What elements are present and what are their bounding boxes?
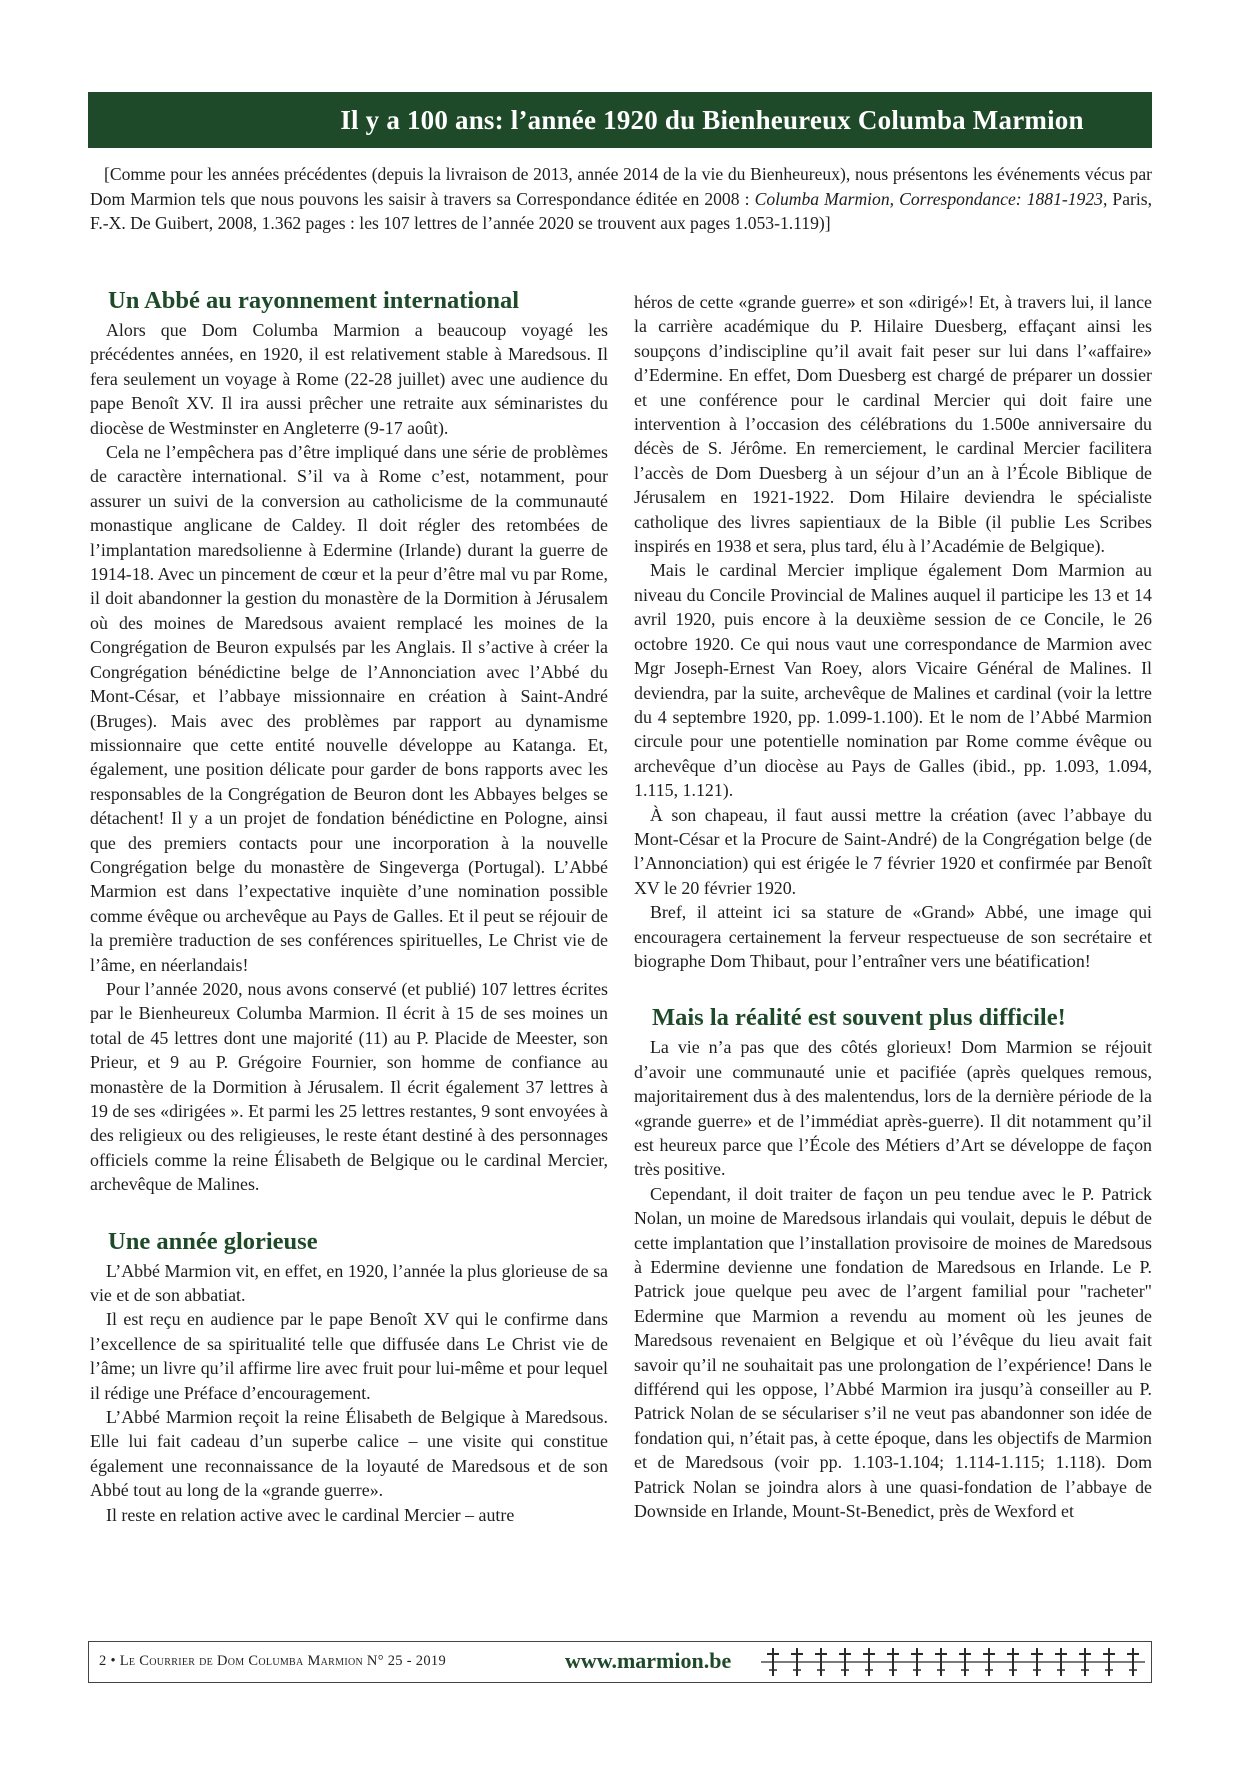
paragraph: Bref, il atteint ici sa stature de «Grand» Abbé, une image qui encouragera certainement la ferveur respectueuse de son secrétaire et biographe Dom Thibaut, pour l’entraîner vers une béatification! bbox=[634, 902, 1152, 971]
cross-border-ornament-icon bbox=[761, 1646, 1145, 1678]
footer-page-info: 2 • Le Courrier de Dom Columba Marmion N° 25 - 2019 bbox=[99, 1653, 446, 1669]
paragraph: Alors que Dom Columba Marmion a beaucoup voyagé les précédentes années, en 1920, il est relativement stable à Maredsous. Il fera seulement un voyage à Rome (22-28 juillet) avec une audience du pape Benoît XV. Il ira aussi prêcher une retraite aux séminaristes du diocèse de Westminster en Angleterre (9-17 août). bbox=[90, 320, 608, 438]
paragraph: Cela ne l’empêchera pas d’être impliqué dans une série de problèmes de caractère international. S’il va à Rome c’est, notamment, pour assurer un suivi de la conversion au catholicisme de la communauté monastique anglicane de Caldey. Il doit régler des retombées de l’implantation maredsolienne à Edermine (Irlande) durant la guerre de 1914-18. Avec un pincement de cœur et la peur d’être mal vu par Rome, il doit abandonner la gestion du monastère de la Dormition à Jérusalem où des moines de Maredsous avaient remplacé les moines de la Congrégation de Beuron expulsés par les Anglais. Il s’active à créer la Congrégation bénédictine belge de l’Annonciation avec l’Abbé du Mont-César, et l’abbaye missionnaire en création à Saint-André (Bruges). Mais avec des problèmes par rapport au dynamisme missionnaire que cette entité nouvelle développe au Katanga. Et, également, une position délicate pour garder de bons rapports avec les responsables de la Congrégation de Beuron dont les Abbayes belges se détachent! Il y a un projet de fondation bénédictine en Pologne, ainsi que des premiers contacts pour une incorporation à la nouvelle Congrégation belge du monastère de Singeverga (Portugal). L’Abbé Marmion est dans l’expectative inquiète d’une nomination possible comme évêque ou archevêque au Pays de Galles. Et il peut se réjouir de la première traduction de ses conférences spirituelles, Le Christ vie de l’âme, en néerlandais! bbox=[90, 442, 608, 975]
paragraph: L’Abbé Marmion vit, en effet, en 1920, l’année la plus glorieuse de sa vie et de son abbatiat. bbox=[90, 1260, 608, 1306]
website-link[interactable]: www.marmion.be bbox=[565, 1648, 732, 1673]
right-column bbox=[634, 290, 1152, 1524]
title-banner bbox=[88, 92, 1152, 148]
paragraph: Il est reçu en audience par le pape Benoît XV qui le confirme dans l’excellence de sa spiritualité telle que diffusée dans Le Christ vie de l’âme; un livre qu’il affirme lire avec fruit pour lui-même et pour lequel il rédige une Préface d’encouragement. bbox=[90, 1309, 608, 1403]
page-footer bbox=[88, 1641, 1152, 1683]
paragraph: héros de cette «grande guerre» et son «dirigé»! Et, à travers lui, il lance la carrière académique du P. Hilaire Duesberg, effaçant ainsi les soupçons d’indiscipline qu’il avait fait peser sur lui dans l’«affaire» d’Edermine. En effet, Dom Duesberg est chargé de préparer un dossier et une conférence pour le cardinal Mercier qui doit faire une intervention à l’occasion des célébrations du 1.500e anniversaire du décès de S. Jérôme. En remerciement, le cardinal Mercier facilitera l’accès de Dom Duesberg à un séjour d’un an à l’École Biblique de Jérusalem en 1921-1922. Dom Hilaire deviendra le spécialiste catholique des livres sapientiaux de la Bible (il publie Les Scribes inspirés en 1938 et sera, plus tard, élu à l’Académie de Belgique). bbox=[634, 292, 1152, 557]
left-column bbox=[90, 286, 608, 1527]
intro-paragraph bbox=[90, 162, 1152, 236]
paragraph: Pour l’année 2020, nous avons conservé (et publié) 107 lettres écrites par le Bienheureux Columba Marmion. Il écrit à 15 de ses moines un total de 45 lettres dont une majorité (11) au P. Placide de Meester, son Prieur, et 9 au P. Grégoire Fournier, son homme de confiance au monastère de la Dormition à Jérusalem. Il écrit également 37 lettres à 19 de ses «dirigées ». Et parmi les 25 lettres restantes, 9 sont envoyées à des religieux ou des religieuses, le reste étant destiné à des personnages officiels comme la reine Élisabeth de Belgique ou le cardinal Mercier, archevêque de Malines. bbox=[90, 978, 608, 1195]
intro-text-1: [Comme pour les années précédentes (depuis la livraison de 2013, année 2014 de la vie du Bienheureux), nous présentons les événements vécus par Dom Marmion tels que nous pouvons les saisir à travers sa Correspondance éditée en 2008 : bbox=[90, 164, 1152, 209]
intro-text-2: , Paris, F.-X. De Guibert, 2008, 1.362 pages : les 107 lettres de l’année 2020 se trouvent aux pages 1.053-1.119)] bbox=[90, 188, 1152, 234]
page-title: Il y a 100 ans: l’année 1920 du Bienheureux Columba Marmion bbox=[340, 104, 1084, 135]
section-heading-realite: Mais la réalité est souvent plus difficile! bbox=[652, 1004, 1066, 1032]
paragraph: La vie n’a pas que des côtés glorieux! Dom Marmion se réjouit d’avoir une communauté unie et pacifiée (après quelques remous, majoritairement dus à des malentendus, lors de la dernière période de la «grande guerre» et de l’immédiat après-guerre). Il dit notamment qu’il est heureux parce que l’École des Métiers d’Art se développe de façon très positive. bbox=[634, 1037, 1152, 1180]
paragraph: Il reste en relation active avec le cardinal Mercier – autre bbox=[106, 1504, 515, 1525]
paragraph: L’Abbé Marmion reçoit la reine Élisabeth de Belgique à Maredsous. Elle lui fait cadeau d’un superbe calice – une visite qui constitue également une reconnaissance de la loyauté de Maredsous et de son Abbé tout au long de la «grande guerre». bbox=[90, 1407, 608, 1501]
section-heading-international: Un Abbé au rayonnement international bbox=[108, 287, 520, 314]
paragraph: Cependant, il doit traiter de façon un peu tendue avec le P. Patrick Nolan, un moine de Maredsous irlandais qui voulait, depuis le début de cette implantation que l’installation provisoire de moines de Maredsous à Edermine devienne une fondation de Maredsous en Irlande. Le P. Patrick joue quelque peu avec de l’argent familial pour "racheter" Edermine que Marmion a revendu au moment où les jeunes de Maredsous revenaient en Belgique et où l’évêque du lieu avait fait savoir qu’il ne souhaitait pas une prolongation de l’expérience! Dans le différend qui les oppose, l’Abbé Marmion ira jusqu’à conseiller au P. Patrick Nolan de se séculariser s’il ne veut pas abandonner son idée de fondation qui, n’était pas, à cette époque, dans les objectifs de Marmion et de Maredsous (voir pp. 1.103-1.104; 1.114-1.115; 1.118). Dom Patrick Nolan se joindra alors à une quasi-fondation de l’abbaye de Downside en Irlande, Mount-St-Benedict, près de Wexford et bbox=[634, 1183, 1152, 1522]
section-heading-glorieuse: Une année glorieuse bbox=[108, 1227, 318, 1255]
intro-book-title: Columba Marmion, Correspondance: 1881-1923 bbox=[754, 188, 1103, 209]
paragraph: À son chapeau, il faut aussi mettre la création (avec l’abbaye du Mont-César et la Procure de Saint-André) de la Congrégation belge (de l’Annonciation) qui est érigée le 7 février 1920 et confirmée par Benoît XV le 20 février 1920. bbox=[634, 804, 1152, 898]
paragraph: Mais le cardinal Mercier implique également Dom Marmion au niveau du Concile Provincial de Malines auquel il participe les 13 et 14 avril 1920, puis encore à la deuxième session de ce Concile, le 26 octobre 1920. Ce qui nous vaut une correspondance de Marmion avec Mgr Joseph-Ernest Van Roey, alors Vicaire Général de Malines. Il deviendra, par la suite, archevêque de Malines et cardinal (voir la lettre du 4 septembre 1920, pp. 1.099-1.100). Et le nom de l’Abbé Marmion circule pour une potentielle nomination par Rome comme évêque ou archevêque d’un diocèse au Pays de Galles (ibid., pp. 1.093, 1.094, 1.115, 1.121). bbox=[634, 560, 1152, 801]
